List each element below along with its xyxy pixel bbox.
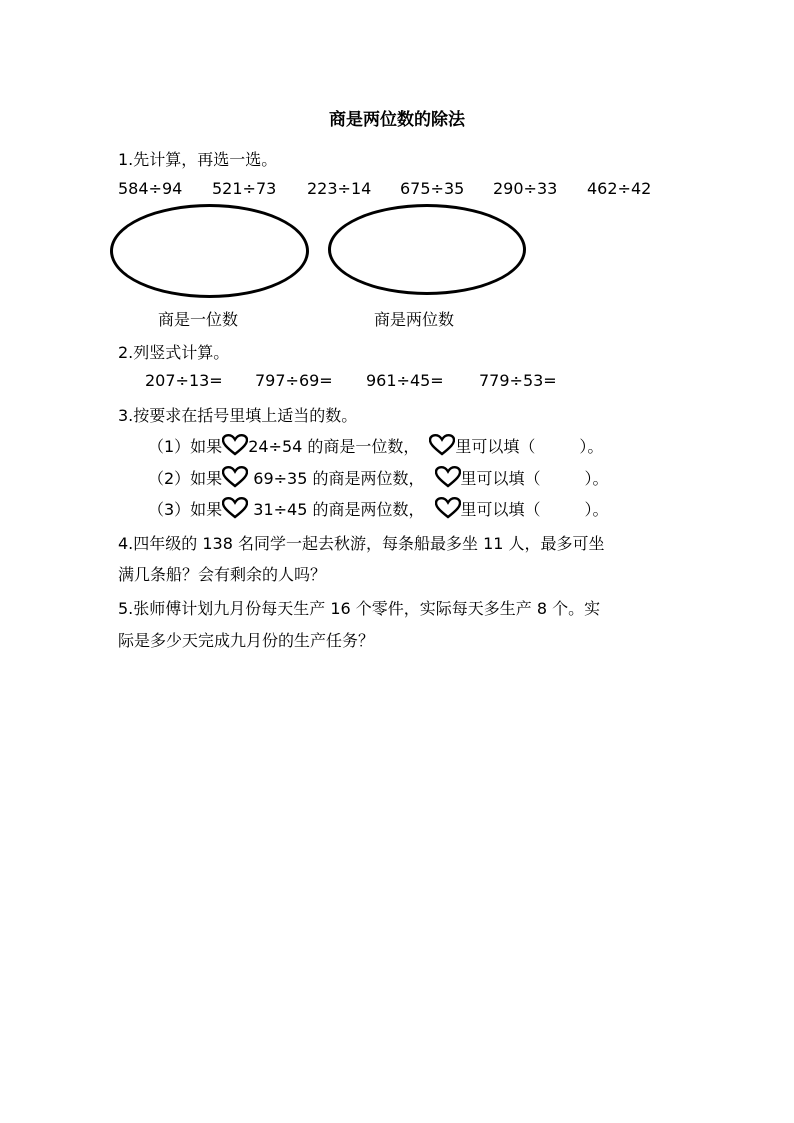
q3-item-prefix: （2）如果 (148, 469, 223, 488)
q3-item-close: ）。 (579, 437, 604, 456)
q2-expression: 797÷69= (255, 371, 333, 390)
q3-item-suffix: 里可以填（ (460, 469, 541, 488)
q3-item-suffix: 里可以填（ (455, 437, 536, 456)
q5-line: 际是多少天完成九月份的生产任务？ (118, 631, 375, 650)
q2-expression: 961÷45= (366, 371, 444, 390)
q5-line: 5.张师傅计划九月份每天生产 16 个零件，实际每天多生产 8 个。实 (118, 599, 601, 618)
q3-item-prefix: （3）如果 (148, 500, 223, 519)
heart-icon (429, 434, 455, 456)
q1-expression: 521÷73 (212, 179, 277, 198)
heart-icon (222, 434, 248, 456)
q4-line: 4.四年级的 138 名同学一起去秋游，每条船最多坐 11 人，最多可坐 (118, 534, 605, 553)
q1-heading: 1.先计算，再选一选。 (118, 150, 278, 169)
q3-item (148, 434, 603, 457)
q2-expression: 779÷53= (479, 371, 557, 390)
q3-item (148, 466, 609, 489)
oval-label-single-digit: 商是一位数 (158, 310, 239, 329)
q2-expression: 207÷13= (145, 371, 223, 390)
single-digit-quotient-oval[interactable] (110, 204, 309, 298)
q1-expression: 675÷35 (400, 179, 465, 198)
heart-icon (222, 466, 248, 488)
q2-heading: 2.列竖式计算。 (118, 343, 230, 362)
q1-expression: 462÷42 (587, 179, 652, 198)
q1-expression: 584÷94 (118, 179, 183, 198)
q3-item-close: ）。 (584, 469, 609, 488)
q1-expression: 290÷33 (493, 179, 558, 198)
q3-item-text: 31÷45 的商是两位数， (248, 500, 425, 519)
q3-item-text: 69÷35 的商是两位数， (248, 469, 425, 488)
q3-item-prefix: （1）如果 (148, 437, 223, 456)
two-digit-quotient-oval[interactable] (328, 204, 526, 295)
q3-item (148, 497, 609, 520)
q4-line: 满几条船？会有剩余的人吗？ (118, 565, 327, 584)
page-title: 商是两位数的除法 (329, 110, 465, 130)
q1-expression: 223÷14 (307, 179, 372, 198)
q3-item-close: ）。 (584, 500, 609, 519)
oval-label-two-digit: 商是两位数 (374, 310, 455, 329)
q3-heading: 3.按要求在括号里填上适当的数。 (118, 406, 358, 425)
heart-icon (222, 497, 248, 519)
q3-item-suffix: 里可以填（ (460, 500, 541, 519)
heart-icon (435, 497, 461, 519)
heart-icon (435, 466, 461, 488)
q3-item-text: 24÷54 的商是一位数， (248, 437, 420, 456)
